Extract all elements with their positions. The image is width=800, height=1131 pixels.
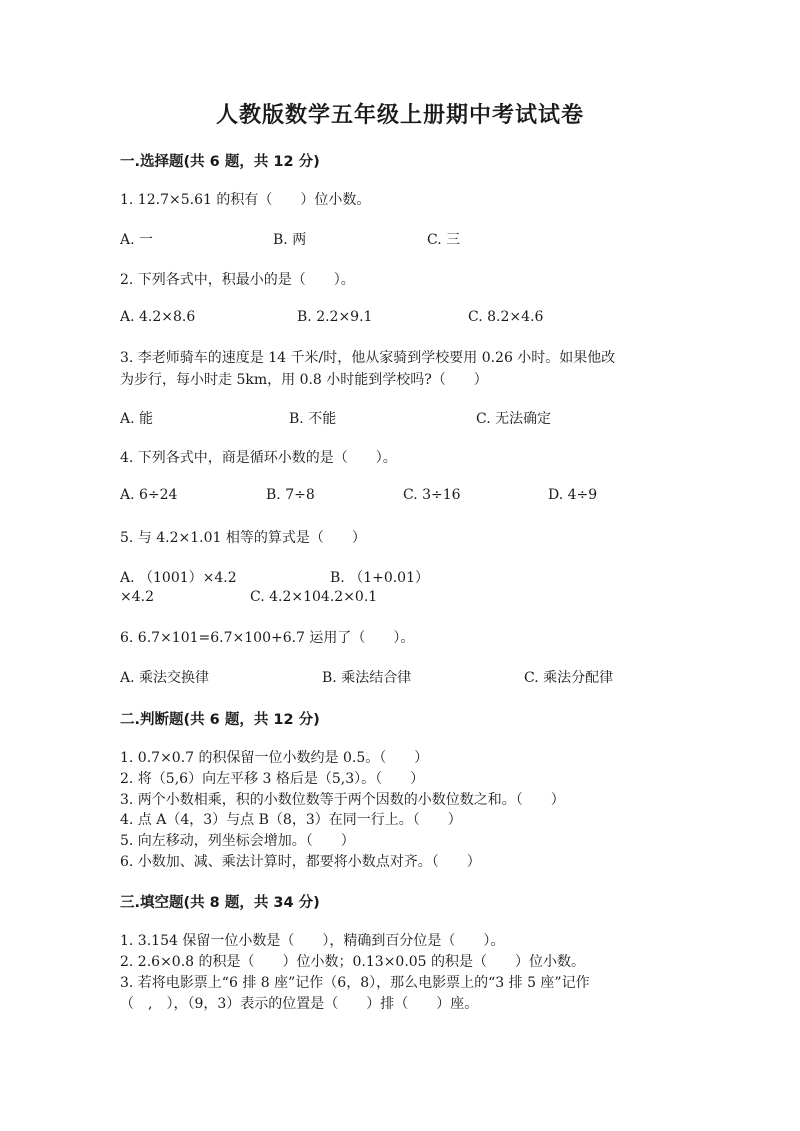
fill-item-3-line2: （ , ），（9，3）表示的位置是（ ）排（ ）座。 <box>120 996 479 1012</box>
q5-option-b: B. （1+0.01） <box>330 570 429 586</box>
question-3-text-line1: 3. 李老师骑车的速度是 14 千米/时，他从家骑到学校要用 0.26 小时。如果他改 <box>120 350 616 366</box>
q3-option-c: C. 无法确定 <box>476 411 552 427</box>
q6-option-c: C. 乘法分配律 <box>524 670 614 686</box>
tf-item-3: 3. 两个小数相乘，积的小数位数等于两个因数的小数位数之和。（ ） <box>120 792 565 808</box>
q5-option-a: A. （1001）×4.2 <box>120 570 237 586</box>
q2-option-a: A. 4.2×8.6 <box>120 309 196 325</box>
question-6-text: 6. 6.7×101=6.7×100+6.7 运用了（ ）。 <box>120 630 415 646</box>
q4-option-a: A. 6÷24 <box>120 487 178 503</box>
tf-item-1: 1. 0.7×0.7 的积保留一位小数约是 0.5。（ ） <box>120 750 429 766</box>
fill-item-2: 2. 2.6×0.8 的积是（ ）位小数；0.13×0.05 的积是（ ）位小数。 <box>120 954 586 970</box>
tf-item-6: 6. 小数加、减、乘法计算时，都要将小数点对齐。（ ） <box>120 854 481 870</box>
tf-item-5: 5. 向左移动，列坐标会增加。（ ） <box>120 833 355 849</box>
question-4-text: 4. 下列各式中，商是循环小数的是（ ）。 <box>120 450 397 466</box>
question-5-text: 5. 与 4.2×1.01 相等的算式是（ ） <box>120 530 366 546</box>
q6-option-b: B. 乘法结合律 <box>322 670 412 686</box>
section-heading-true-false: 二.判断题(共 6 题，共 12 分) <box>120 712 320 728</box>
question-1-text: 1. 12.7×5.61 的积有（ ）位小数。 <box>120 192 371 208</box>
q4-option-c: C. 3÷16 <box>403 487 461 503</box>
section-heading-choice: 一.选择题(共 6 题，共 12 分) <box>120 154 320 170</box>
question-2-text: 2. 下列各式中，积最小的是（ ）。 <box>120 272 355 288</box>
q4-option-b: B. 7÷8 <box>266 487 315 503</box>
fill-item-3-line1: 3. 若将电影票上“6 排 8 座”记作（6，8），那么电影票上的“3 排 5 座”记作 <box>120 975 590 991</box>
q1-option-b: B. 两 <box>273 232 307 248</box>
q5-option-c: C. 4.2×104.2×0.1 <box>250 589 378 605</box>
q3-option-b: B. 不能 <box>289 411 337 427</box>
fill-item-1: 1. 3.154 保留一位小数是（ ），精确到百分位是（ ）。 <box>120 933 505 949</box>
q1-option-c: C. 三 <box>427 232 461 248</box>
tf-item-2: 2. 将（5,6）向左平移 3 格后是（5,3）。（ ） <box>120 771 425 787</box>
q6-option-a: A. 乘法交换律 <box>120 670 210 686</box>
question-3-text-line2: 为步行，每小时走 5km，用 0.8 小时能到学校吗?（ ） <box>120 372 488 388</box>
page-title: 人教版数学五年级上册期中考试试卷 <box>215 103 584 128</box>
q1-option-a: A. 一 <box>120 232 154 248</box>
section-heading-fill-blank: 三.填空题(共 8 题，共 34 分) <box>120 895 320 911</box>
q3-option-a: A. 能 <box>120 411 154 427</box>
q2-option-b: B. 2.2×9.1 <box>297 309 373 325</box>
tf-item-4: 4. 点 A（4，3）与点 B（8，3）在同一行上。（ ） <box>120 812 462 828</box>
q2-option-c: C. 8.2×4.6 <box>468 309 544 325</box>
q5-option-b-continued: ×4.2 <box>120 589 154 605</box>
q4-option-d: D. 4÷9 <box>548 487 598 503</box>
